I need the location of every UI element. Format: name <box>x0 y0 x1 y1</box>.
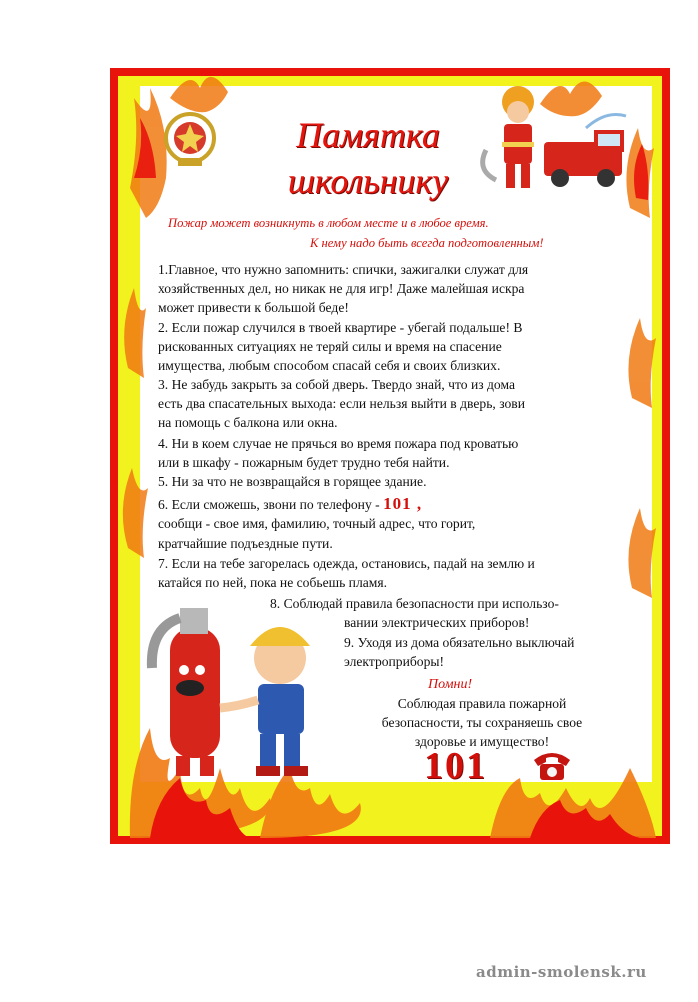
rule-2-line1: 2. Если пожар случился в твоей квартире - убегай подальше! В <box>158 320 523 335</box>
rule-8-line1: 8. Соблюдай правила безопасности при использо- <box>270 596 559 611</box>
rule-7-line1: 7. Если на тебе загорелась одежда, остановись, падай на землю и <box>158 556 535 571</box>
rule-1-line3: может привести к большой беде! <box>158 300 349 315</box>
remember-heading: Помни! <box>428 677 473 692</box>
rule-4-line1: 4. Ни в коем случае не прячься во время пожара под кроватью <box>158 436 519 451</box>
closing-text <box>352 694 612 751</box>
fireman-with-truck-icon <box>476 80 636 198</box>
rule-3-line1: 3. Не забудь закрыть за собой дверь. Твердо знай, что из дома <box>158 377 515 392</box>
rule-9-line1: 9. Уходя из дома обязательно выключай <box>344 635 575 650</box>
extinguisher-and-boy-icon <box>140 588 340 788</box>
rule-2-line3: имущества, любым способом спасай себя и своих близких. <box>158 358 501 373</box>
rule-1-line2: хозяйственных дел, но никак не для игр! Даже малейшая искра <box>158 281 525 296</box>
telephone-icon <box>530 748 574 784</box>
closing-line2: безопасности, ты сохраняешь свое <box>381 715 583 730</box>
safety-poster <box>110 68 670 844</box>
rule-6-line3: кратчайшие подъездные пути. <box>158 536 333 551</box>
fire-service-emblem-icon <box>160 108 220 172</box>
rule-5-line1: 5. Ни за что не возвращайся в горящее здание. <box>158 474 427 489</box>
rule-8-line2: вании электрических приборов! <box>344 615 530 630</box>
rule-6-phone-number: 101 , <box>383 494 423 513</box>
closing-line3: здоровье и имущество! <box>414 734 550 749</box>
rule-3-line3: на помощь с балкона или окна. <box>158 415 338 430</box>
rule-1-line1: 1.Главное, что нужно запомнить: спички, зажигалки служат для <box>158 262 529 277</box>
watermark-site: admin-smolensk.ru <box>476 963 647 981</box>
rule-4-line2: или в шкафу - пожарным будет трудно тебя найти. <box>158 455 450 470</box>
rule-9-line2: электроприборы! <box>344 654 445 669</box>
poster-title-line1: Памятка <box>296 115 440 155</box>
rule-2-line2: рискованных ситуациях не теряй силы и время на спасение <box>158 339 502 354</box>
rule-6-line2: сообщи - свое имя, фамилию, точный адрес, что горит, <box>158 516 476 531</box>
rule-7-line2: катайся по ней, пока не собьешь пламя. <box>158 575 388 590</box>
poster-title-line2: школьнику <box>287 161 449 201</box>
rule-3-line2: есть два спасательных выхода: если нельзя выйти в дверь, зови <box>158 396 525 411</box>
emergency-number: 101 <box>424 745 487 787</box>
rule-6-line1 <box>158 494 422 514</box>
closing-line1: Соблюдая правила пожарной <box>397 696 567 711</box>
intro-line1: Пожар может возникнуть в любом месте и в любое время. <box>168 216 489 230</box>
intro-line2: К нему надо быть всегда подготовленным! <box>310 236 544 250</box>
rule-6-prefix: 6. Если сможешь, звони по телефону - <box>158 497 380 512</box>
